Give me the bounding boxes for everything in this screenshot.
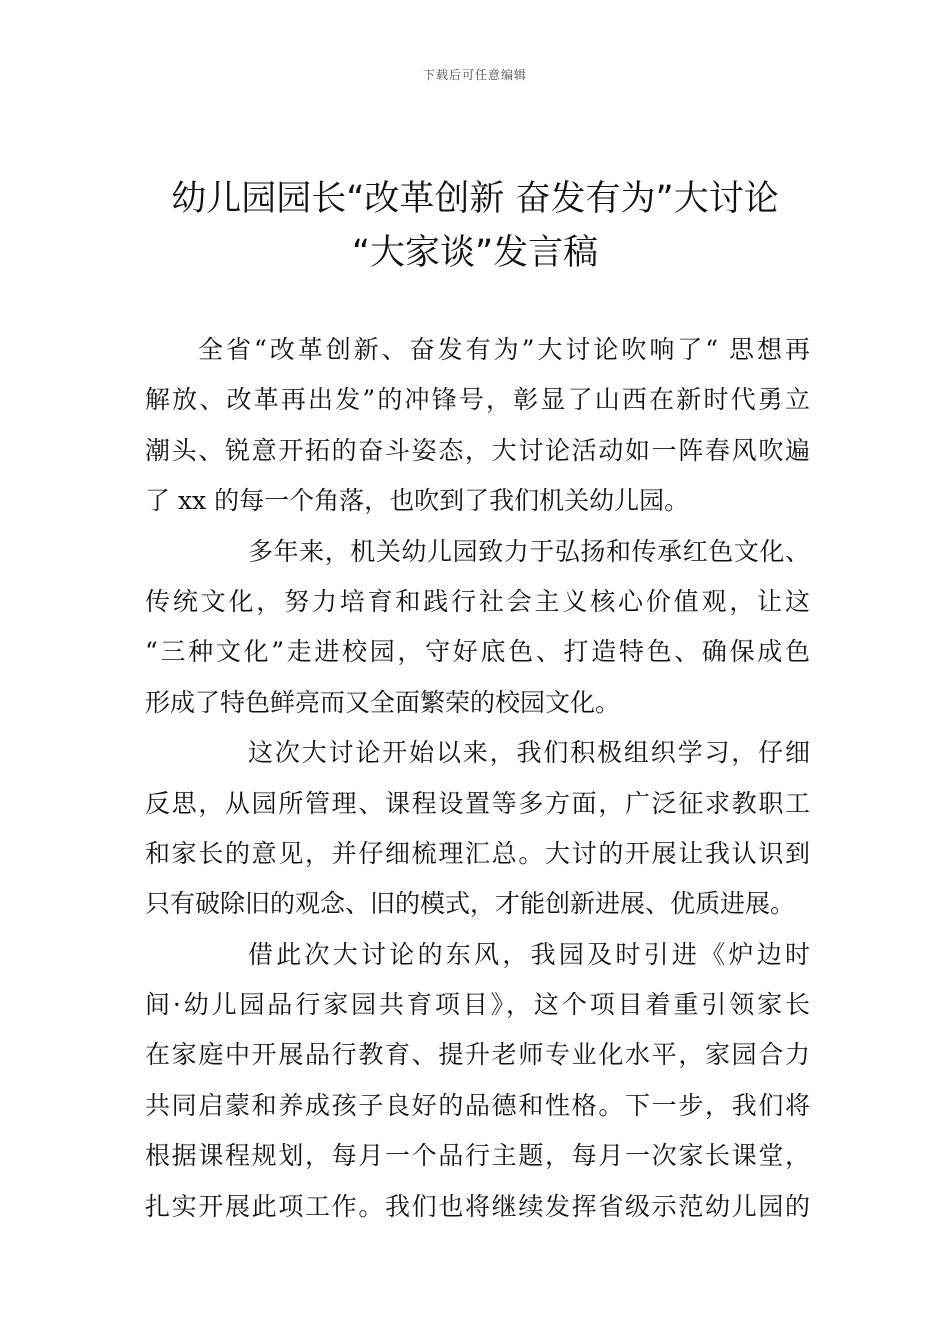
text-line: 形成了特色鲜亮而又全面繁荣的校园文化。 [145, 687, 621, 717]
text-line: 扎实开展此项工作。我们也将继续发挥省级示范幼儿园的 [145, 1191, 810, 1221]
text-line: 共同启蒙和养成孩子良好的品德和性格。下一步，我们将 [145, 1090, 810, 1120]
text-line: 借此次大讨论的东风，我园及时引进《炉边时 [248, 939, 810, 969]
text-line: “三种文化”走进校园，守好底色、打造特色、确保成色 [145, 637, 810, 667]
text-line: 只有破除旧的观念、旧的模式，才能创新进展、优质进展。 [145, 889, 796, 919]
text-line: 和家长的意见，并仔细梳理汇总。大讨的开展让我认识到 [145, 838, 810, 868]
text-line: 传统文化，努力培育和践行社会主义核心价值观，让这 [145, 586, 810, 616]
page-header: 下载后可任意编辑 [422, 68, 527, 82]
title-line-1: 幼儿园园长“改革创新 奋发有为”大讨论 [171, 179, 779, 219]
title-line-2: “大家谈”发言稿 [351, 233, 599, 273]
paragraph-3 [145, 728, 810, 930]
text-line: 根据课程规划，每月一个品行主题，每月一次家长课堂， [145, 1141, 810, 1171]
paragraph-1 [145, 325, 810, 527]
paragraph-2 [145, 527, 810, 729]
text-line: 多年来，机关幼儿园致力于弘扬和传承红色文化、 [248, 536, 810, 566]
text-line: 潮头、锐意开拓的奋斗姿态，大讨论活动如一阵春风吹遍 [145, 435, 810, 465]
text-line: 全省“改革创新、奋发有为”大讨论吹响了“ 思想再 [198, 335, 810, 364]
text-line: 解放、改革再出发”的冲锋号，彰显了山西在新时代勇立 [145, 385, 810, 415]
document-title [100, 172, 850, 280]
text-line: 在家庭中开展品行教育、提升老师专业化水平，家园合力 [145, 1040, 810, 1070]
document-body [145, 325, 810, 1232]
text-line: 间·幼儿园品行家园共育项目》，这个项目着重引领家长 [145, 990, 810, 1020]
text-line: 这次大讨论开始以来，我们积极组织学习，仔细 [248, 738, 810, 768]
text-line: 反思，从园所管理、课程设置等多方面，广泛征求教职工 [145, 788, 810, 818]
paragraph-4 [145, 930, 810, 1232]
text-line: 了 xx 的每一个角落，也吹到了我们机关幼儿园。 [145, 486, 690, 516]
